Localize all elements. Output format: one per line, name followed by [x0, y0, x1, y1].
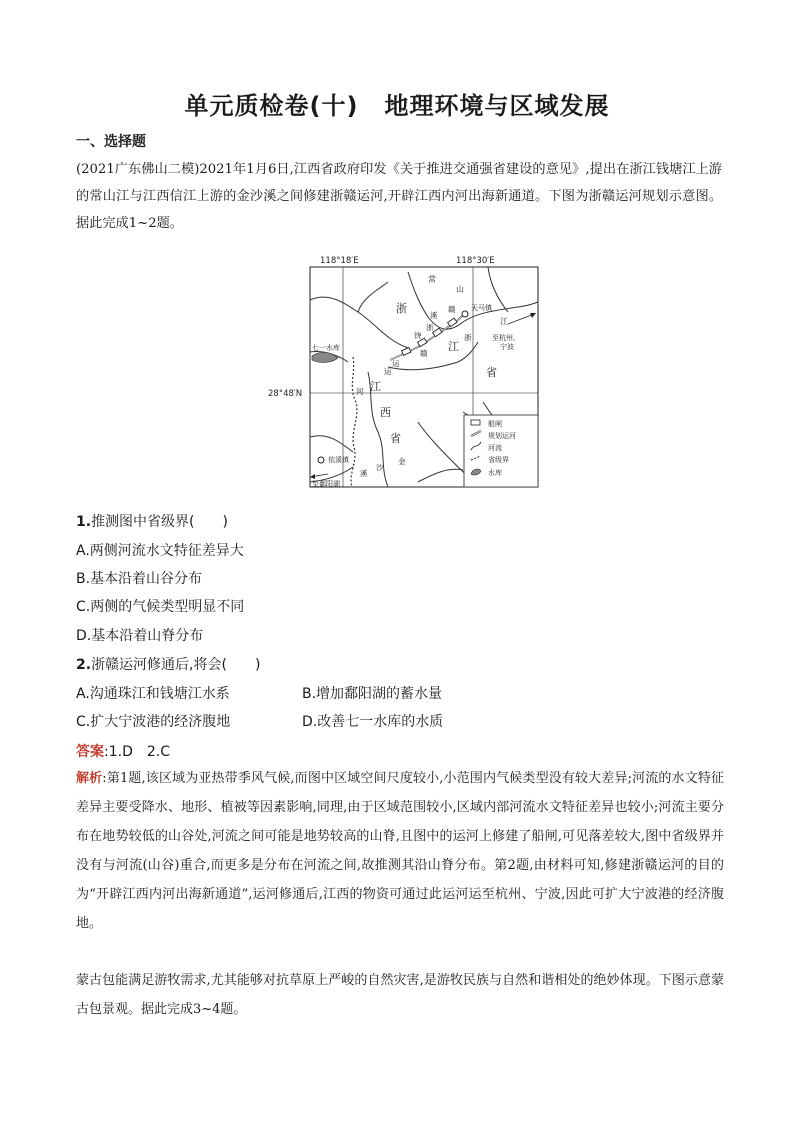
- river-11: [418, 469, 463, 482]
- q2-option-c[interactable]: C.扩大宁波港的经济腹地: [76, 714, 231, 730]
- q1-option-b[interactable]: B.基本沿着山谷分布: [76, 571, 203, 587]
- legend-canal-text: 规划运河: [488, 432, 516, 440]
- canal-char-1: 浙: [426, 323, 434, 332]
- answer-text: :1.D 2.C: [104, 744, 170, 760]
- question-2-number: 2.: [76, 657, 92, 673]
- next-question-intro: 蒙古包能满足游牧需求,尤其能够对抗草原上严峻的自然灾害,是游牧民族与自然和谐相处的绝妙体现。下图示意蒙古包景观。据此完成3~4题。: [76, 973, 724, 1017]
- qiyi-label: 七一水库: [312, 344, 340, 352]
- river-1: [310, 297, 408, 348]
- province-zhe-sheng: 省: [486, 366, 497, 379]
- answer-label: 答案: [76, 744, 104, 760]
- reservoir-qiyi: [312, 352, 338, 362]
- river-2: [358, 282, 388, 312]
- question-2-stem: [76, 654, 260, 674]
- q2-option-b[interactable]: B.增加鄱阳湖的蓄水量: [302, 686, 443, 702]
- creek-sha: 沙: [376, 463, 384, 472]
- province-xi: 西: [380, 406, 391, 419]
- yixi-label: 依溪镇: [328, 456, 349, 464]
- legend-lock-text: 船闸: [488, 420, 502, 428]
- q2-option-a[interactable]: A.沟通珠江和钱塘江水系: [76, 686, 230, 702]
- river-6: [388, 342, 478, 370]
- analysis-text: :第1题,该区域为亚热带季风气候,而图中区域空间尺度较小,小范围内气候类型没有较大差异;河流的水文特征差异主要受降水、地形、植被等因素影响,同理,由于区域范围较小,区域内部河流水文特征差异也较小;河流主要分布在地势较低的山谷处,河流之间可能是地势较高的山脊,且图中的运河上修建了船闸,可见落差较大,图中省级界并没有与河流(山谷)重合,而更多是分布在河流之间,故推测其沿山脊分布。第2题,由材料可知,修建浙赣运河的目的为“开辟江西内河出海新通道”,运河修通后,江西的物资可通过此运河运至杭州、宁波,因此可扩大宁波港的经济腹地。: [76, 771, 724, 931]
- river-shan: 山: [456, 285, 464, 294]
- legend-border-text: 省级界: [488, 456, 509, 464]
- section-heading: 一、选择题: [76, 134, 146, 150]
- canal-char-yun: 运: [384, 367, 392, 376]
- canal-char-5: 运: [392, 359, 400, 368]
- question-2-text: 浙赣运河修通后,将会( ): [91, 657, 261, 673]
- creek-xi: 溪: [360, 469, 368, 478]
- tianma-town-marker: [462, 311, 468, 317]
- lock-3: [433, 328, 442, 337]
- creek-jin: 金: [398, 457, 406, 466]
- question-1-number: 1.: [76, 514, 92, 530]
- q1-option-d[interactable]: D.基本沿着山脊分布: [76, 628, 204, 644]
- canal-char-zhe: 浙: [464, 333, 472, 342]
- analysis-label: 解析: [76, 771, 103, 786]
- lock-1: [402, 347, 411, 355]
- answer-line: [76, 741, 170, 761]
- river-jiang: 江: [500, 317, 508, 326]
- map-legend: [464, 415, 538, 487]
- province-jiang: 江: [370, 380, 381, 393]
- lat-label: 28°48′N: [268, 389, 303, 399]
- province-xi-sheng: 省: [390, 432, 401, 445]
- arrow-to-hangzhou: [508, 314, 534, 324]
- q1-option-a[interactable]: A.两侧河流水文特征差异大: [76, 543, 244, 559]
- canal-char-gan: 赣: [448, 305, 456, 314]
- canal-char-he: 河: [356, 387, 364, 396]
- q1-option-c[interactable]: C.两侧的气候类型明显不同: [76, 599, 245, 615]
- river-chang: 常: [428, 275, 436, 284]
- canal-char-4: 赣: [420, 349, 428, 358]
- lock-4: [448, 318, 457, 327]
- lon-label-2: 118°30′E: [456, 256, 495, 266]
- tianma-label: 天马镇: [471, 304, 492, 312]
- to-hangzhou-line2: 宁波: [500, 343, 514, 351]
- to-poyang-label: 至鄱阳湖: [312, 480, 340, 488]
- to-hangzhou-line1: 至杭州、: [492, 334, 520, 342]
- yixi-town-marker: [318, 457, 324, 463]
- question-intro: (2021广东佛山二模)2021年1月6日,江西省政府印发《关于推进交通强省建设的意见》,提出在浙江钱塘江上游的常山江与江西信江上游的金沙溪之间修建浙赣运河,开辟江西内河出海新通道。下图为浙赣运河规划示意图。据此完成1~2题。: [76, 162, 722, 231]
- canal-map: [268, 252, 540, 490]
- river-10: [310, 436, 353, 452]
- province-zhe: 浙: [396, 302, 407, 315]
- question-1-text: 推测图中省级界( ): [91, 514, 228, 530]
- page-title: [0, 86, 794, 121]
- lon-label-1: 118°18′E: [320, 256, 359, 266]
- canal-char-2: 溪: [430, 311, 438, 320]
- legend-reservoir-text: 水库: [488, 469, 502, 477]
- legend-lock-icon: [471, 420, 480, 425]
- q2-option-d[interactable]: D.改善七一水库的水质: [302, 714, 444, 730]
- province-zhe-jiang: 江: [448, 340, 459, 353]
- analysis-block: [76, 764, 724, 938]
- title-main: 单元质检卷(十): [184, 92, 359, 120]
- question-1-stem: [76, 511, 228, 531]
- legend-river-text: 河流: [488, 444, 502, 452]
- canal-char-3: 饶: [414, 331, 422, 340]
- title-sub: 地理环境与区域发展: [384, 92, 610, 120]
